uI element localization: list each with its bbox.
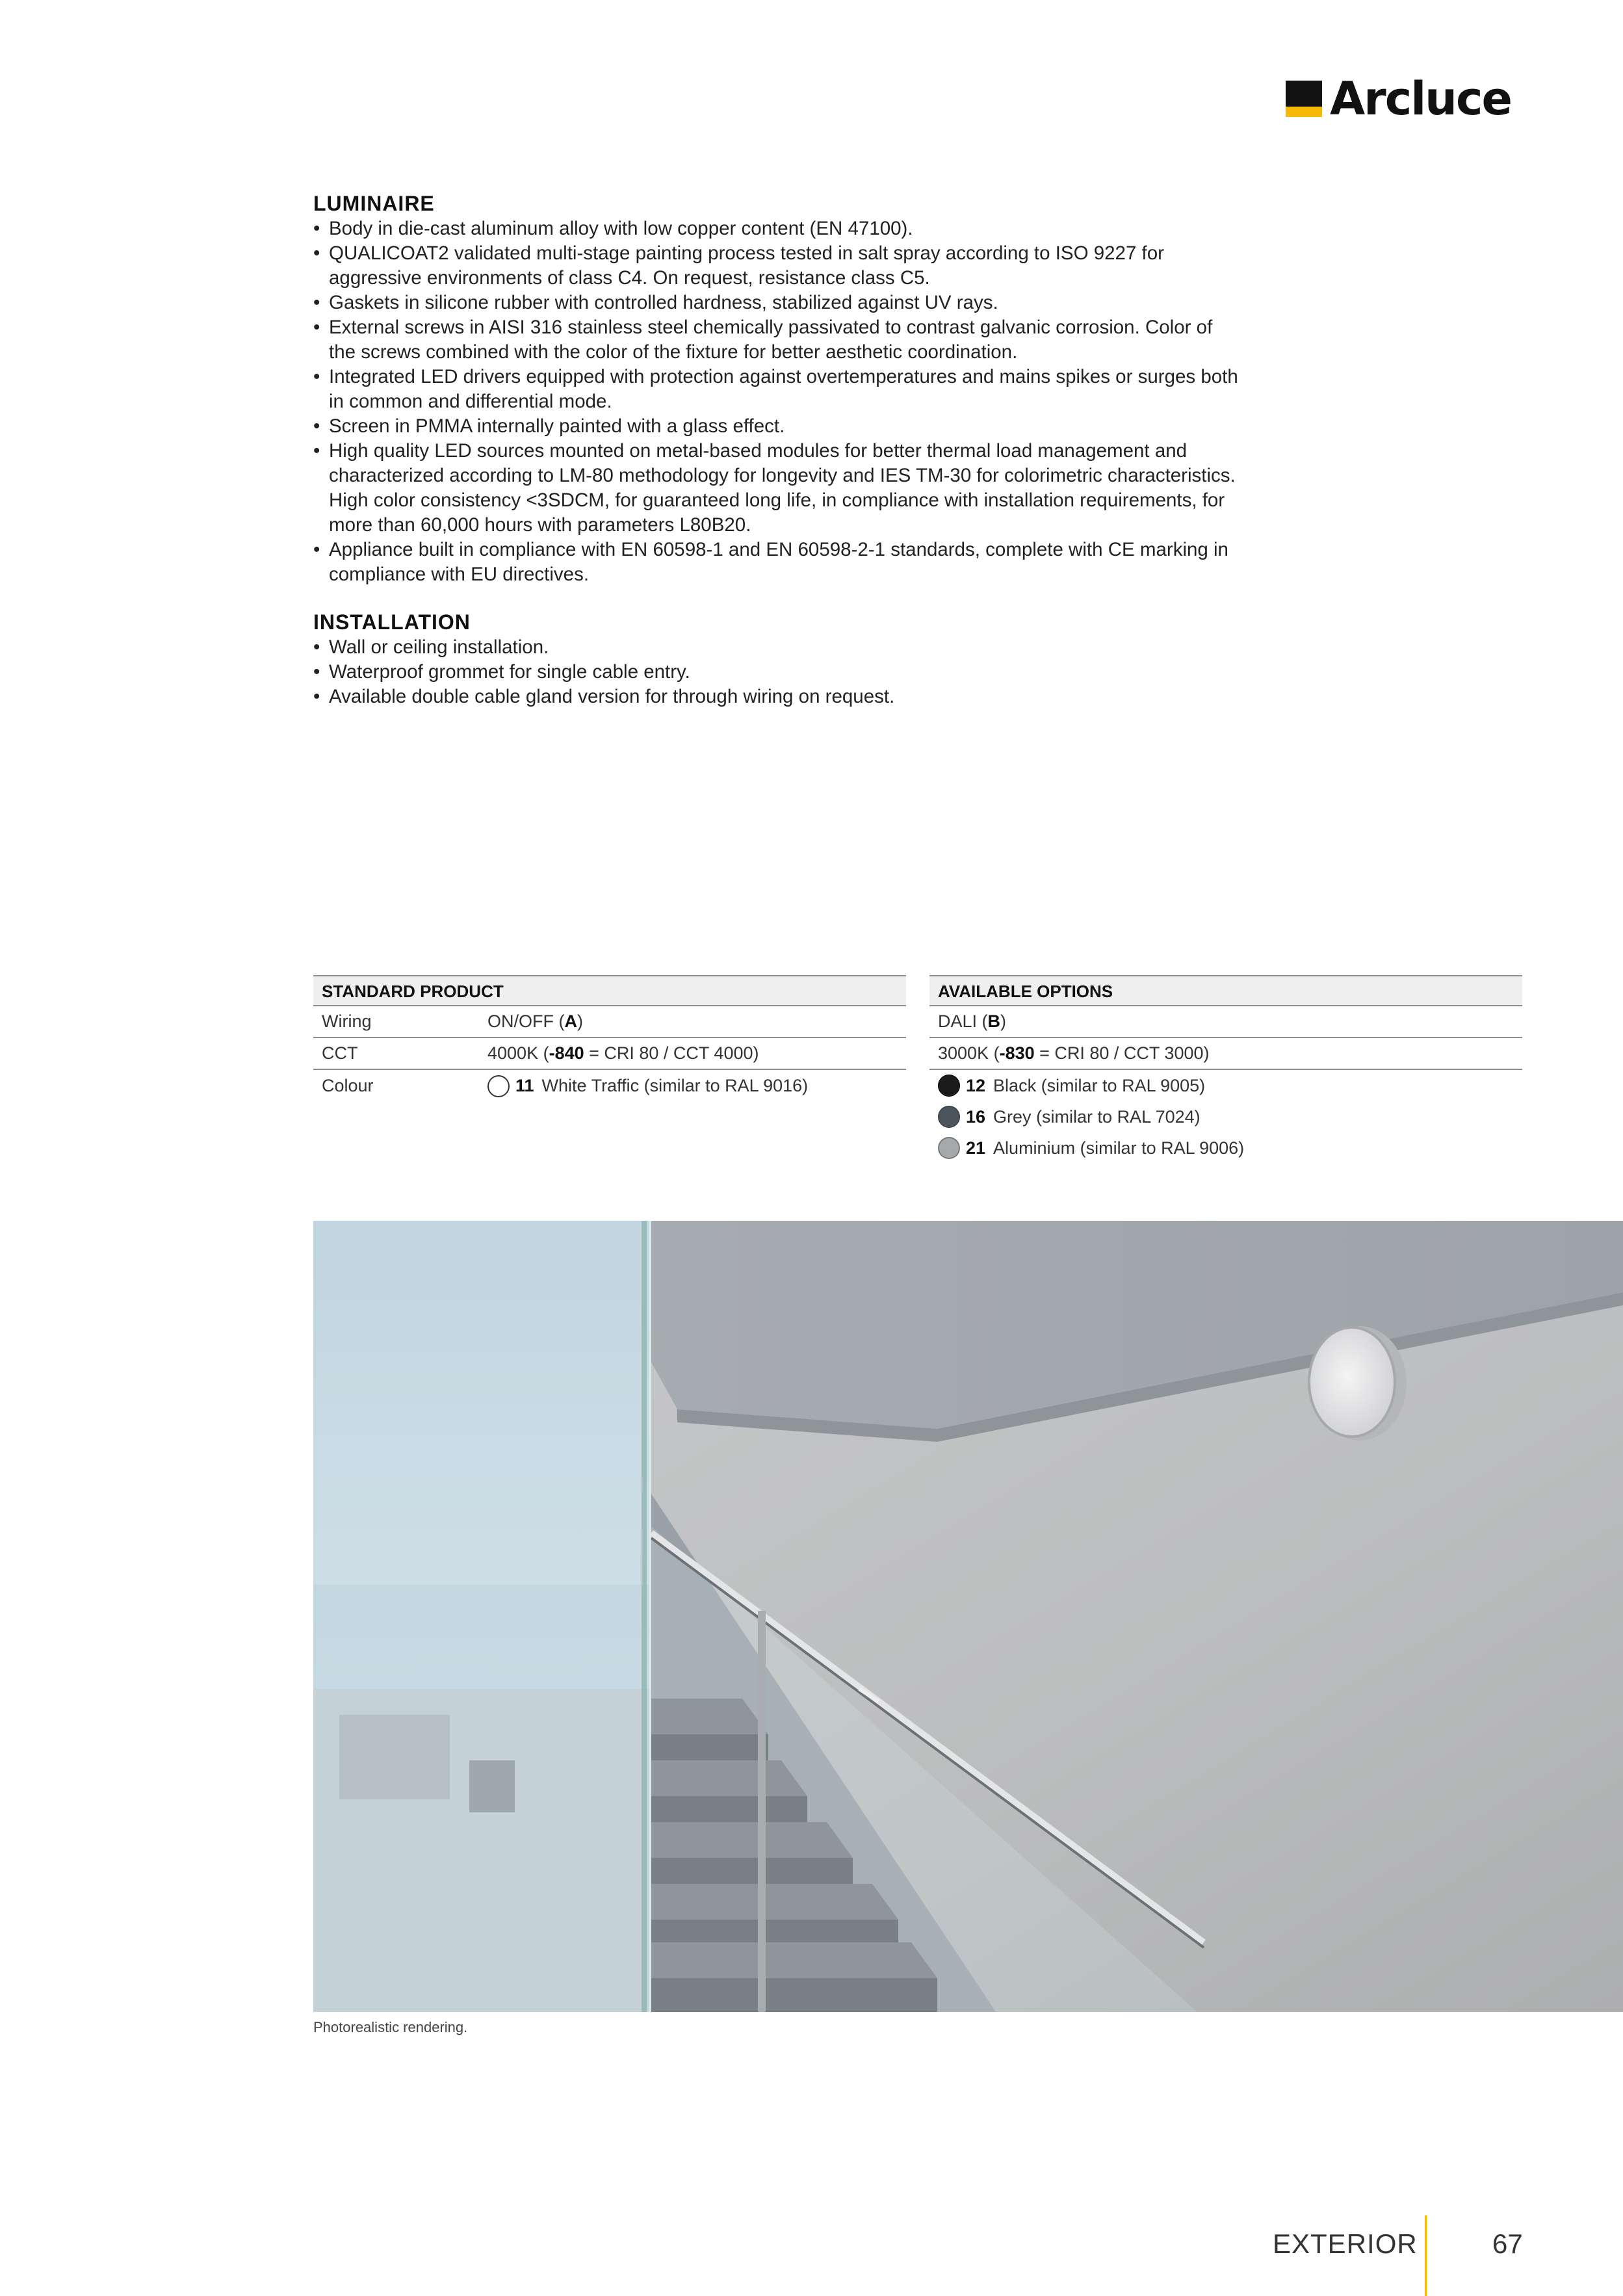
colour-value: 11 White Traffic (similar to RAL 9016) (487, 1071, 808, 1102)
standard-product-header: STANDARD PRODUCT (313, 975, 906, 1006)
list-item: • QUALICOAT2 validated multi-stage painting process tested in salt spray according to ISO 9227 for aggressive environments of class C4. On request, resistance class C5. (313, 241, 1301, 291)
list-item: • Screen in PMMA internally painted with a glass effect. (313, 414, 1301, 439)
logo-text: Arcluce (1330, 72, 1511, 125)
aluminium-swatch-icon (938, 1137, 960, 1159)
cct-value: 4000K (-840 = CRI 80 / CCT 4000) (487, 1043, 759, 1063)
colour-option: 16 Grey (similar to RAL 7024) (938, 1101, 1522, 1132)
list-item: • Wall or ceiling installation. (313, 635, 1301, 660)
table-row (313, 1070, 906, 1102)
black-swatch-icon (938, 1075, 960, 1097)
table-row (929, 1006, 1522, 1038)
list-item: • Available double cable gland version for through wiring on request. (313, 685, 1301, 709)
footer-divider (1425, 2215, 1427, 2296)
colour-label: Colour (322, 1076, 374, 1095)
installation-list (313, 635, 1301, 709)
cct-label: CCT (322, 1043, 358, 1063)
grey-swatch-icon (938, 1106, 960, 1128)
list-item: • Appliance built in compliance with EN 60598-1 and EN 60598-2-1 standards, complete with CE marking in compliance with EU directives. (313, 538, 1301, 587)
wiring-label: Wiring (322, 1011, 372, 1031)
brand-logo (1286, 73, 1511, 125)
list-item: • External screws in AISI 316 stainless steel chemically passivated to contrast galvanic corrosion. Color of the screws combined with the color of the fixture for better aesthetic coordination. (313, 315, 1301, 365)
logo-mark-icon (1286, 81, 1322, 117)
footer-section-label: EXTERIOR (1273, 2228, 1418, 2259)
luminaire-section (313, 190, 1301, 587)
list-item: • Gaskets in silicone rubber with controlled hardness, stabilized against UV rays. (313, 291, 1301, 315)
colour-option: 12 Black (similar to RAL 9005) (938, 1070, 1522, 1101)
table-row (929, 1038, 1522, 1070)
white-swatch-icon (487, 1075, 510, 1097)
cct-option-value: 3000K (-830 = CRI 80 / CCT 3000) (938, 1043, 1210, 1063)
photo-caption: Photorealistic rendering. (313, 2019, 468, 2035)
list-item: • Body in die-cast aluminum alloy with low copper content (EN 47100). (313, 216, 1301, 241)
table-row (313, 1006, 906, 1038)
installation-section (313, 609, 1301, 709)
luminaire-heading: LUMINAIRE (313, 192, 435, 215)
available-options-table (929, 975, 1522, 1164)
page-number: 67 (1492, 2228, 1523, 2259)
installation-heading: INSTALLATION (313, 610, 471, 634)
table-row (313, 1038, 906, 1070)
list-item: • Integrated LED drivers equipped with protection against overtemperatures and mains spikes or surges both in common and differential mode. (313, 365, 1301, 414)
luminaire-list (313, 216, 1301, 587)
list-item: • Waterproof grommet for single cable entry. (313, 660, 1301, 685)
list-item: • High quality LED sources mounted on metal-based modules for better thermal load management and characterized according to LM-80 methodology for longevity and IES TM-30 for colorimetric characteristics. High color consistency <3SDCM, for guaranteed long life, in compliance with installation requirements, for more than 60,000 hours with parameters L80B20. (313, 439, 1301, 538)
colour-option: 21 Aluminium (similar to RAL 9006) (938, 1132, 1522, 1164)
standard-product-table (313, 975, 906, 1102)
available-options-header: AVAILABLE OPTIONS (929, 975, 1522, 1006)
wiring-option-value: DALI (B) (938, 1011, 1007, 1031)
wiring-value: ON/OFF (A) (487, 1011, 583, 1031)
product-photo (313, 1221, 1623, 2012)
